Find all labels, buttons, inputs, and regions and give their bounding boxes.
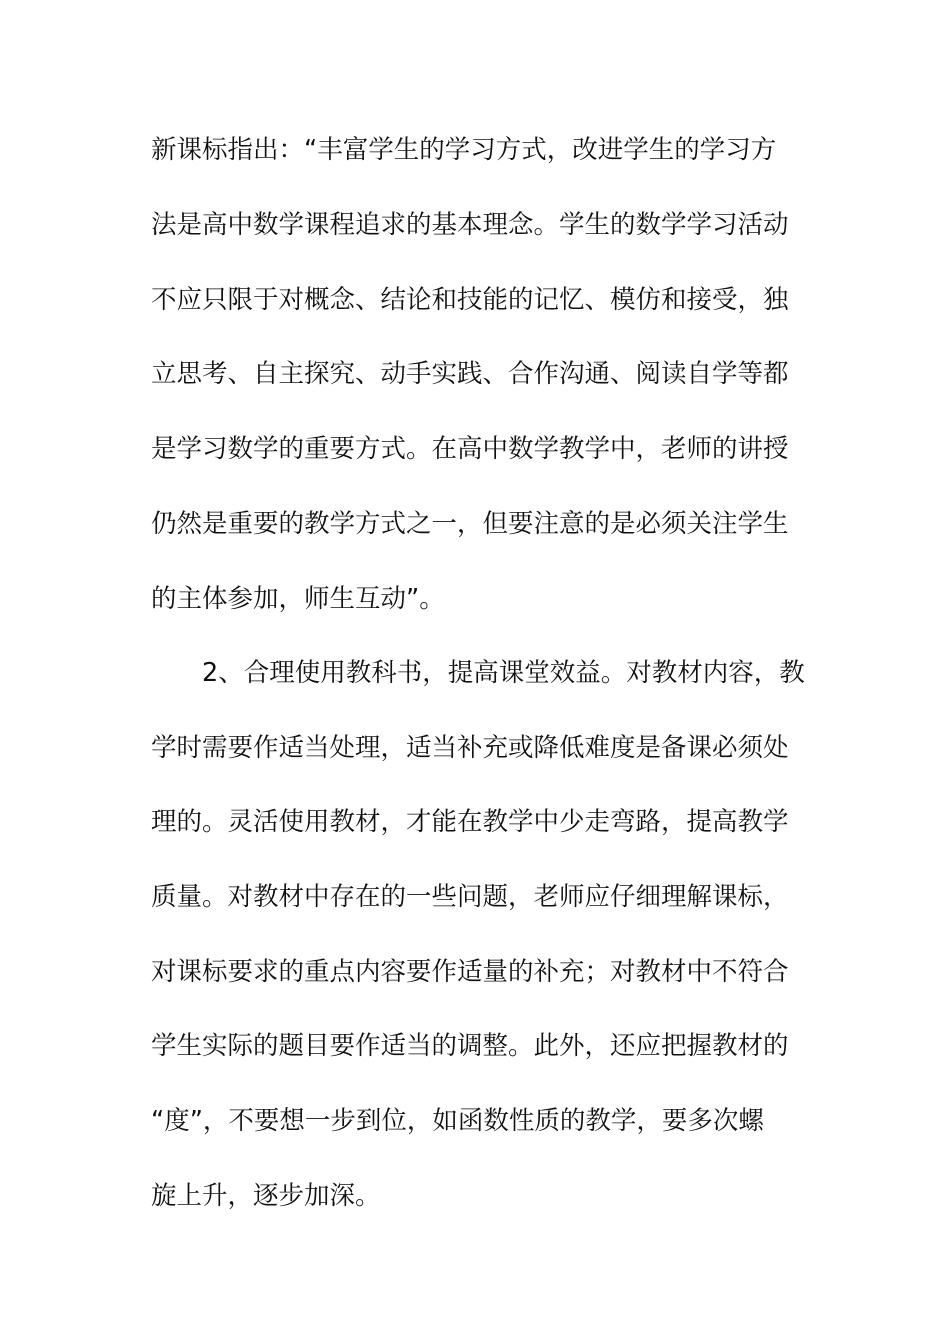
text-line [0,952,950,992]
line-text: “度”，不要想一步到位，如函数性质的教学，要多次螺 [151,1106,764,1136]
line-text: 是学习数学的重要方式。在高中数学教学中，老师的讲授 [151,434,789,464]
line-text: 新课标指出：“丰富学生的学习方式，改进学生的学习方 [151,135,777,165]
text-line [0,653,950,693]
text-line [0,354,950,394]
line-text: 法是高中数学课程追求的基本理念。学生的数学学习活动 [151,210,789,240]
line-text: 学生实际的题目要作适当的调整。此外，还应把握教材的 [151,1031,789,1061]
line-text: 旋上升，逐步加深。 [151,1181,381,1211]
line-text: 立思考、自主探究、动手实践、合作沟通、阅读自学等都 [151,359,789,389]
text-line [0,877,950,917]
line-text: 对课标要求的重点内容要作适量的补充；对教材中不符合 [151,957,789,987]
line-text: 理的。灵活使用教材，才能在教学中少走弯路，提高教学 [151,807,789,837]
line-text: 不应只限于对概念、结论和技能的记忆、模仿和接受，独 [151,285,789,315]
line-text: 学时需要作适当处理，适当补充或降低难度是备课必须处 [151,733,789,763]
line-text: 质量。对教材中存在的一些问题，老师应仔细理解课标， [151,882,789,912]
text-line [0,280,950,320]
text-line [0,130,950,170]
text-line [0,1026,950,1066]
text-line [0,429,950,469]
line-text: 仍然是重要的教学方式之一，但要注意的是必须关注学生 [151,509,789,539]
paragraph-first-line: 2、合理使用教科书，提高课堂效益。对教材内容，教 [202,658,805,688]
text-line [0,579,950,619]
line-text: 的主体参加，师生互动”。 [151,584,445,614]
text-line [0,1101,950,1141]
text-line [0,205,950,245]
text-line [0,504,950,544]
text-line [0,802,950,842]
text-line [0,1176,950,1216]
text-line [0,728,950,768]
